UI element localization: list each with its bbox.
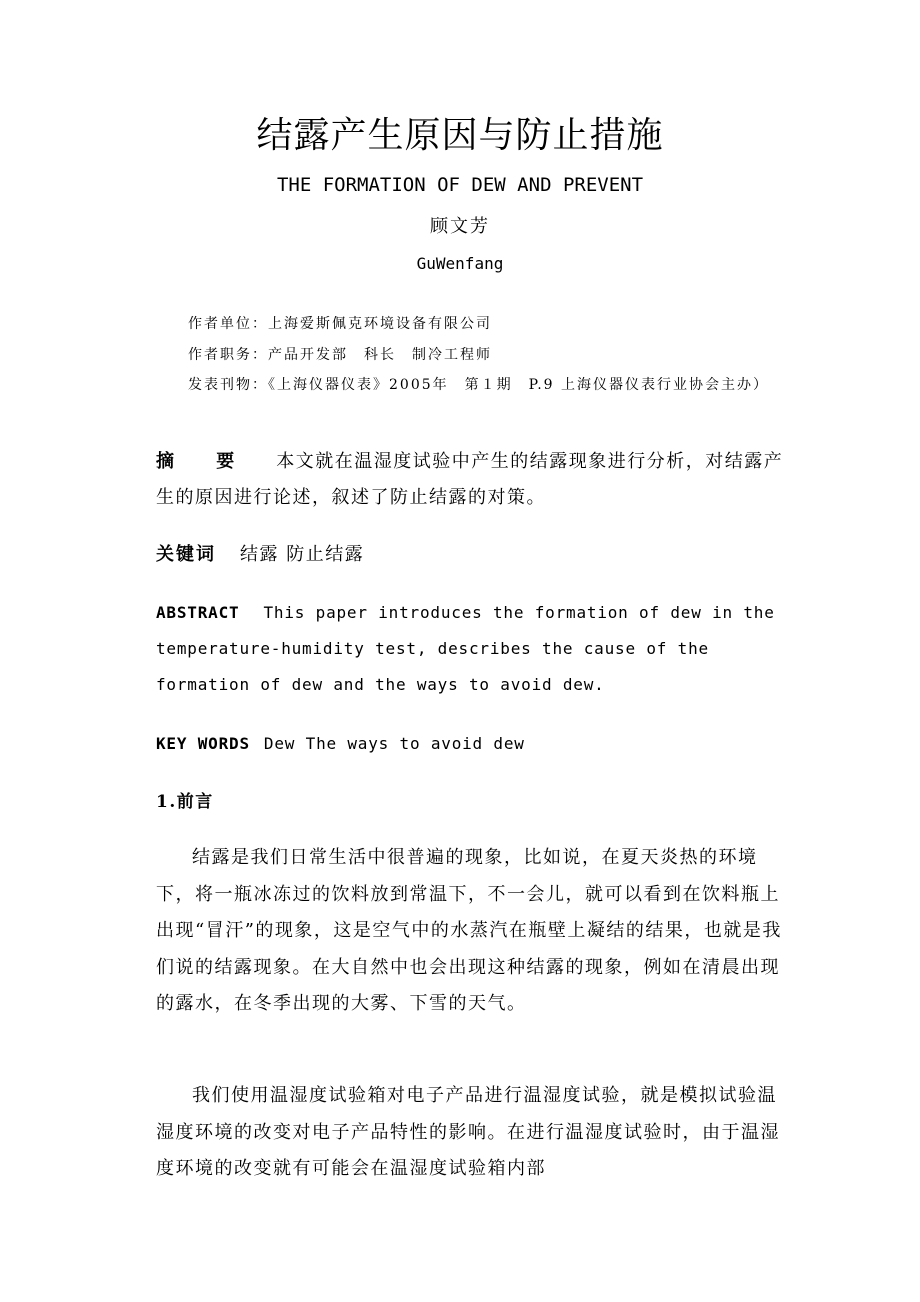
keywords-chinese-label: 关键词 [156, 544, 216, 565]
abstract-english-text: This paper introduces the formation of dew in the temperature-humidity test, describes the cause of the formation of dew and the ways to avoid dew. [156, 603, 775, 694]
author-name-chinese: 顾文芳 [430, 216, 490, 237]
abstract-english-label: ABSTRACT [156, 603, 240, 622]
keywords-chinese-text: 结露 防止结露 [240, 544, 365, 565]
abstract-chinese-label: 摘 要 [156, 451, 253, 472]
keywords-english-label: KEY WORDS [156, 734, 250, 753]
paper-title-english: THE FORMATION OF DEW AND PREVENT [276, 174, 644, 196]
paper-title: 结露产生原因与防止措施 [256, 115, 664, 156]
introduction-paragraph-1: 结露是我们日常生活中很普遍的现象，比如说，在夏天炎热的环境下，将一瓶冰冻过的饮料放到常温下，不一会儿，就可以看到在饮料瓶上出现“冒汗”的现象，这是空气中的水蒸汽在瓶壁上凝结的结果，也就是我们说的结露现象。在大自然中也会出现这种结露的现象，例如在清晨出现的露水，在冬季出现的大雾、下雪的天气。 [156, 847, 782, 1014]
keywords-english [156, 726, 786, 762]
publication-info: 发表刊物：《上海仪器仪表》2005年 第１期 P.9 上海仪器仪表行业协会主办） [188, 377, 770, 393]
introduction-paragraph-2: 我们使用温湿度试验箱对电子产品进行温湿度试验，就是模拟试验温湿度环境的改变对电子产品特性的影响。在进行温湿度试验时，由于温湿度环境的改变就有可能会在温湿度试验箱内部 [156, 1085, 780, 1179]
abstract-chinese [156, 444, 786, 516]
author-unit: 作者单位：上海爱斯佩克环境设备有限公司 [188, 316, 492, 332]
keywords-chinese [156, 537, 786, 573]
abstract-chinese-text: 本文就在温湿度试验中产生的结露现象进行分析，对结露产生的原因进行论述，叙述了防止结露的对策。 [156, 451, 784, 508]
keywords-english-text: Dew The ways to avoid dew [263, 734, 525, 753]
abstract-english [156, 595, 786, 703]
author-position: 作者职务：产品开发部 科长 制冷工程师 [188, 347, 492, 363]
author-name-english: GuWenfang [416, 254, 504, 273]
section-heading-introduction: 1.前言 [156, 792, 214, 812]
